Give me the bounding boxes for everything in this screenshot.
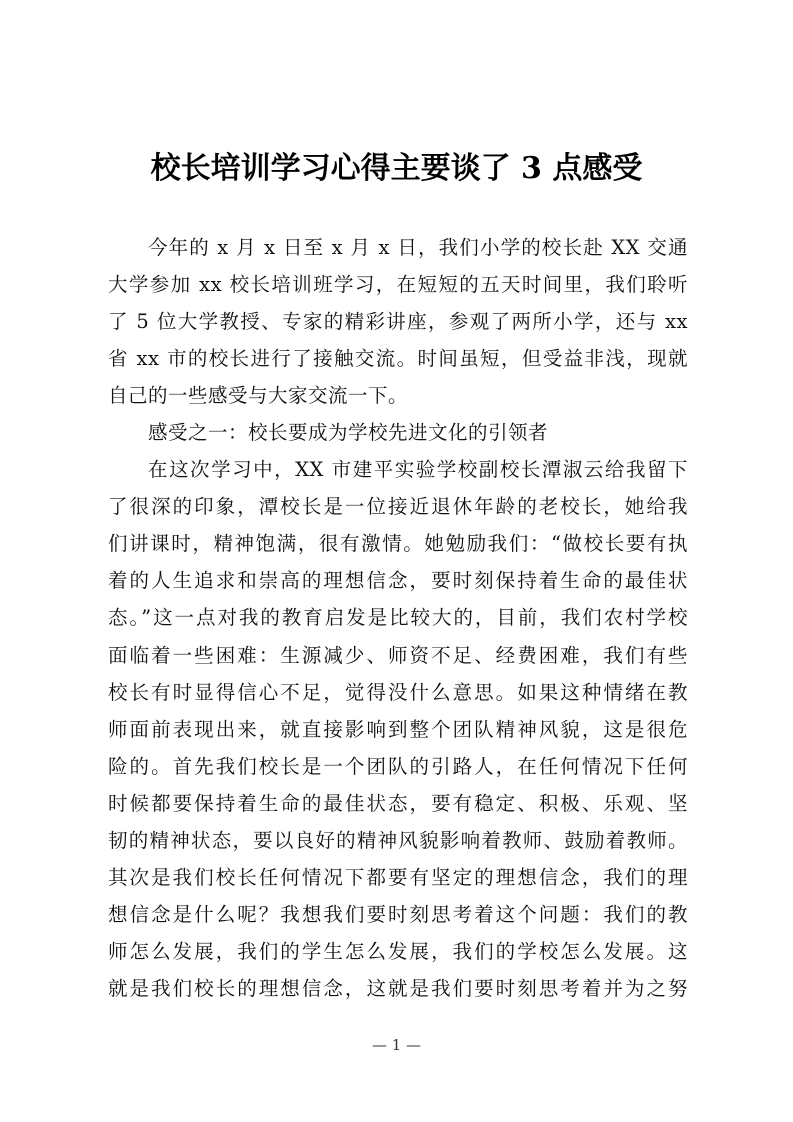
paragraph-line: 其次是我们校长任何情况下都要有坚定的理想信念，我们的理 bbox=[108, 865, 688, 889]
paragraph-line: 师面前表现出来，就直接影响到整个团队精神风貌，这是很危 bbox=[108, 717, 688, 741]
paragraph-line: 师怎么发展，我们的学生怎么发展，我们的学校怎么发展。这 bbox=[108, 939, 688, 963]
paragraph-line: 们讲课时，精神饱满，很有激情。她勉励我们：“做校长要有执 bbox=[108, 532, 688, 556]
section-heading: 感受之一：校长要成为学校先进文化的引领者 bbox=[148, 421, 549, 445]
document-body bbox=[108, 229, 688, 1007]
paragraph-line: 着的人生追求和崇高的理想信念，要时刻保持着生命的最佳状 bbox=[108, 569, 688, 593]
document-title: 校长培训学习心得主要谈了 3 点感受 bbox=[150, 151, 643, 186]
paragraph-line: 态。”这一点对我的教育启发是比较大的，目前，我们农村学校 bbox=[108, 606, 688, 630]
paragraph-line: 今年的 x 月 x 日至 x 月 x 日，我们小学的校长赴 XX 交通 bbox=[148, 236, 688, 259]
paragraph-line: 在这次学习中，XX 市建平实验学校副校长潭淑云给我留下 bbox=[148, 458, 688, 482]
paragraph-line: 自己的一些感受与大家交流一下。 bbox=[108, 384, 409, 408]
paragraph-line: 时候都要保持着生命的最佳状态，要有稳定、积极、乐观、坚 bbox=[108, 791, 688, 815]
paragraph-line: 了很深的印象，潭校长是一位接近退休年龄的老校长，她给我 bbox=[108, 495, 688, 519]
paragraph-line: 了 5 位大学教授、专家的精彩讲座，参观了两所小学，还与 xx bbox=[108, 310, 688, 334]
paragraph-line: 险的。首先我们校长是一个团队的引路人，在任何情况下任何 bbox=[108, 754, 688, 778]
paragraph-line: 就是我们校长的理想信念，这就是我们要时刻思考着并为之努 bbox=[108, 976, 688, 1000]
paragraph-line: 想信念是什么呢？我想我们要时刻思考着这个问题：我们的教 bbox=[108, 902, 688, 926]
paragraph-line: 校长有时显得信心不足，觉得没什么意思。如果这种情绪在教 bbox=[108, 680, 688, 704]
paragraph-line: 大学参加 xx 校长培训班学习，在短短的五天时间里，我们聆听 bbox=[108, 273, 688, 297]
paragraph-line: 韧的精神状态，要以良好的精神风貌影响着教师、鼓励着教师。 bbox=[108, 828, 688, 852]
page-number: — 1 — bbox=[371, 1036, 422, 1054]
paragraph-line: 面临着一些困难：生源减少、师资不足、经费困难，我们有些 bbox=[108, 643, 688, 667]
paragraph-line: 省 xx 市的校长进行了接触交流。时间虽短，但受益非浅，现就 bbox=[108, 347, 688, 371]
